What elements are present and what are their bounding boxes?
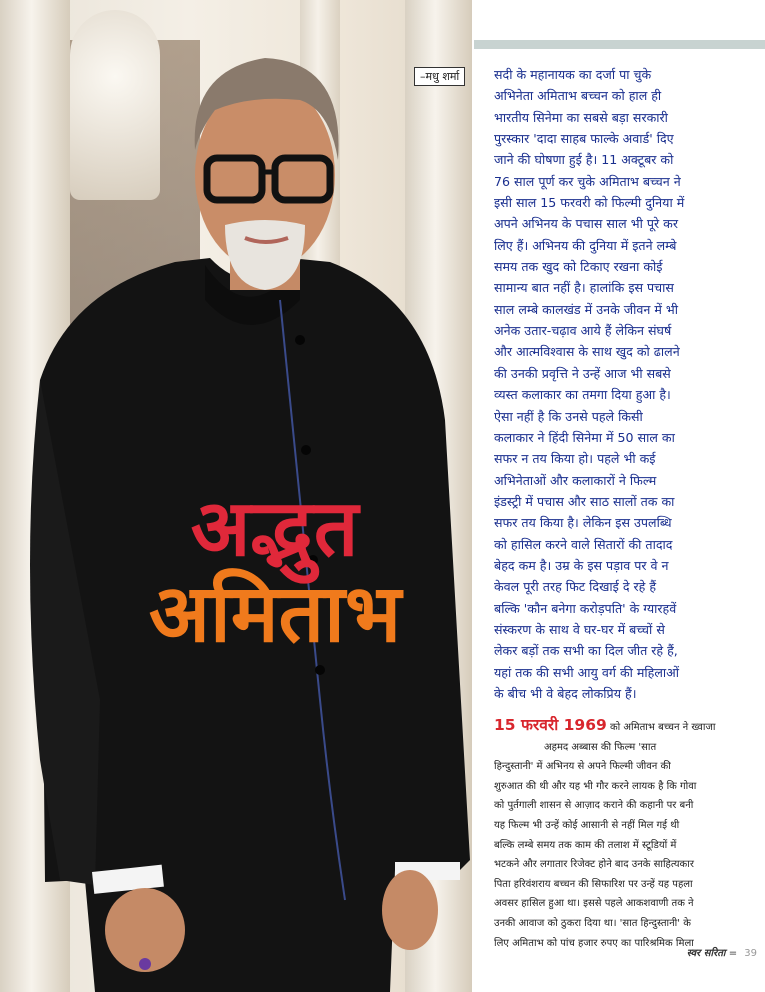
body-paragraph — [494, 716, 761, 953]
intro-line: को हासिल करने वाले सितारों की तादाद — [494, 536, 673, 552]
intro-line: इंडस्ट्री में पचास और साठ सालों तक का — [494, 493, 675, 509]
body-line: यह फिल्म भी उन्हें कोई आसानी से नहीं मिल गई थी — [494, 819, 680, 831]
author-byline: –मधु शर्मा — [414, 67, 465, 86]
body-line: अवसर हासिल हुआ था। इससे पहले आकशवाणी तक ने — [494, 898, 694, 910]
body-first-line: को अमिताभ बच्चन ने ख्वाजा — [609, 722, 716, 733]
intro-line: कलाकार ने हिंदी सिनेमा में 50 साल का — [494, 429, 675, 445]
intro-line: पुरस्कार 'दादा साहब फाल्के अवार्ड' दिए — [494, 131, 674, 147]
intro-line: लेकर बड़ों तक सभी का दिल जीत रहे हैं, — [494, 643, 678, 659]
intro-line: जाने की घोषणा हुई है। 11 अक्टूबर को — [494, 152, 674, 168]
page-number: 39 — [744, 948, 757, 959]
intro-line: व्यस्त कलाकार का तमगा दिया हुआ है। — [494, 387, 671, 403]
body-line: भटकने और लगातार रिजेक्ट होने बाद उनके साहित्यकार — [494, 859, 694, 871]
intro-line: बेहद कम है। उम्र के इस पड़ाव पर वे न — [494, 557, 669, 573]
intro-line: साल लम्बे कालखंड में उनके जीवन में भी — [494, 301, 679, 317]
headline — [95, 484, 455, 660]
body-line: को पुर्तगाली शासन से आज़ाद कराने की कहानी पर बनी — [494, 800, 694, 812]
magazine-name: स्वर सरिता — [686, 948, 726, 959]
intro-line: सफर न तय किया हो। पहले भी कई — [494, 451, 656, 467]
intro-line: भारतीय सिनेमा का सबसे बड़ा सरकारी — [494, 109, 668, 125]
body-line: शुरुआत की थी और यह भी गौर करने लायक है कि गोवा — [494, 780, 697, 792]
separator-icon: = — [728, 948, 738, 959]
body-line: उनकी आवाज को ठुकरा दिया था। 'सात हिन्दुस्तानी' के — [494, 917, 691, 929]
body-line: पिता हरिवंशराय बच्चन की सिफारिश पर उन्हें यह पहला — [494, 878, 693, 890]
page-footer — [687, 945, 757, 959]
intro-line: अभिनेताओं और कलाकारों ने फिल्म — [494, 472, 657, 488]
intro-line: के बीच भी वे बेहद लोकप्रिय हैं। — [494, 685, 637, 701]
intro-line: सामान्य बात नहीं है। हालांकि इस पचास — [494, 280, 674, 296]
intro-line: अपने अभिनय के पचास साल भी पूरे कर — [494, 216, 678, 232]
headline-line-1: अद्भुत — [190, 484, 360, 574]
body-start-date: 15 फरवरी 1969 — [494, 716, 607, 734]
intro-line: की उनकी प्रवृत्ति ने उन्हें आज भी सबसे — [494, 365, 671, 381]
intro-line: इसी साल 15 फरवरी को फिल्मी दुनिया में — [494, 195, 685, 211]
intro-line: समय तक खुद को टिकाए रखना कोई — [494, 259, 663, 275]
intro-line: लिए हैं। अभिनय की दुनिया में इतने लम्बे — [494, 237, 677, 253]
intro-line: अभिनेता अमिताभ बच्चन को हाल ही — [494, 88, 662, 104]
body-line: लिए अमिताभ को पांच हजार रुपए का पारिश्रमिक मिला — [494, 937, 694, 949]
intro-line: ऐसा नहीं है कि उनसे पहले किसी — [494, 408, 643, 424]
body-second-line: अहमद अब्बास की फिल्म 'सात — [544, 741, 657, 753]
body-line: हिन्दुस्तानी' में अभिनय से अपने फिल्मी जीवन की — [494, 761, 671, 773]
intro-line: यहां तक की सभी आयु वर्ग की महिलाओं — [494, 664, 680, 680]
intro-paragraph — [494, 64, 759, 704]
intro-line: सफर तय किया है। लेकिन इस उपलब्धि — [494, 515, 672, 531]
top-rule — [474, 40, 765, 49]
intro-line: बल्कि 'कौन बनेगा करोड़पति' के ग्यारहवें — [494, 600, 677, 616]
intro-line: संस्करण के साथ वे घर-घर में बच्चों से — [494, 621, 665, 637]
intro-line: अनेक उतार-चढ़ाव आये हैं लेकिन संघर्ष — [494, 323, 672, 339]
intro-line: केवल पूरी तरह फिट दिखाई दे रहे हैं — [494, 579, 657, 595]
intro-line: 76 साल पूर्ण कर चुके अमिताभ बच्चन ने — [494, 173, 681, 189]
headline-line-2: अमिताभ — [148, 567, 402, 660]
intro-line: और आत्मविश्वास के साथ खुद को ढालने — [494, 344, 680, 360]
intro-line: सदी के महानायक का दर्जा पा चुके — [494, 67, 652, 82]
body-line: बल्कि लम्बे समय तक काम की तलाश में स्टूडियों में — [494, 839, 677, 851]
